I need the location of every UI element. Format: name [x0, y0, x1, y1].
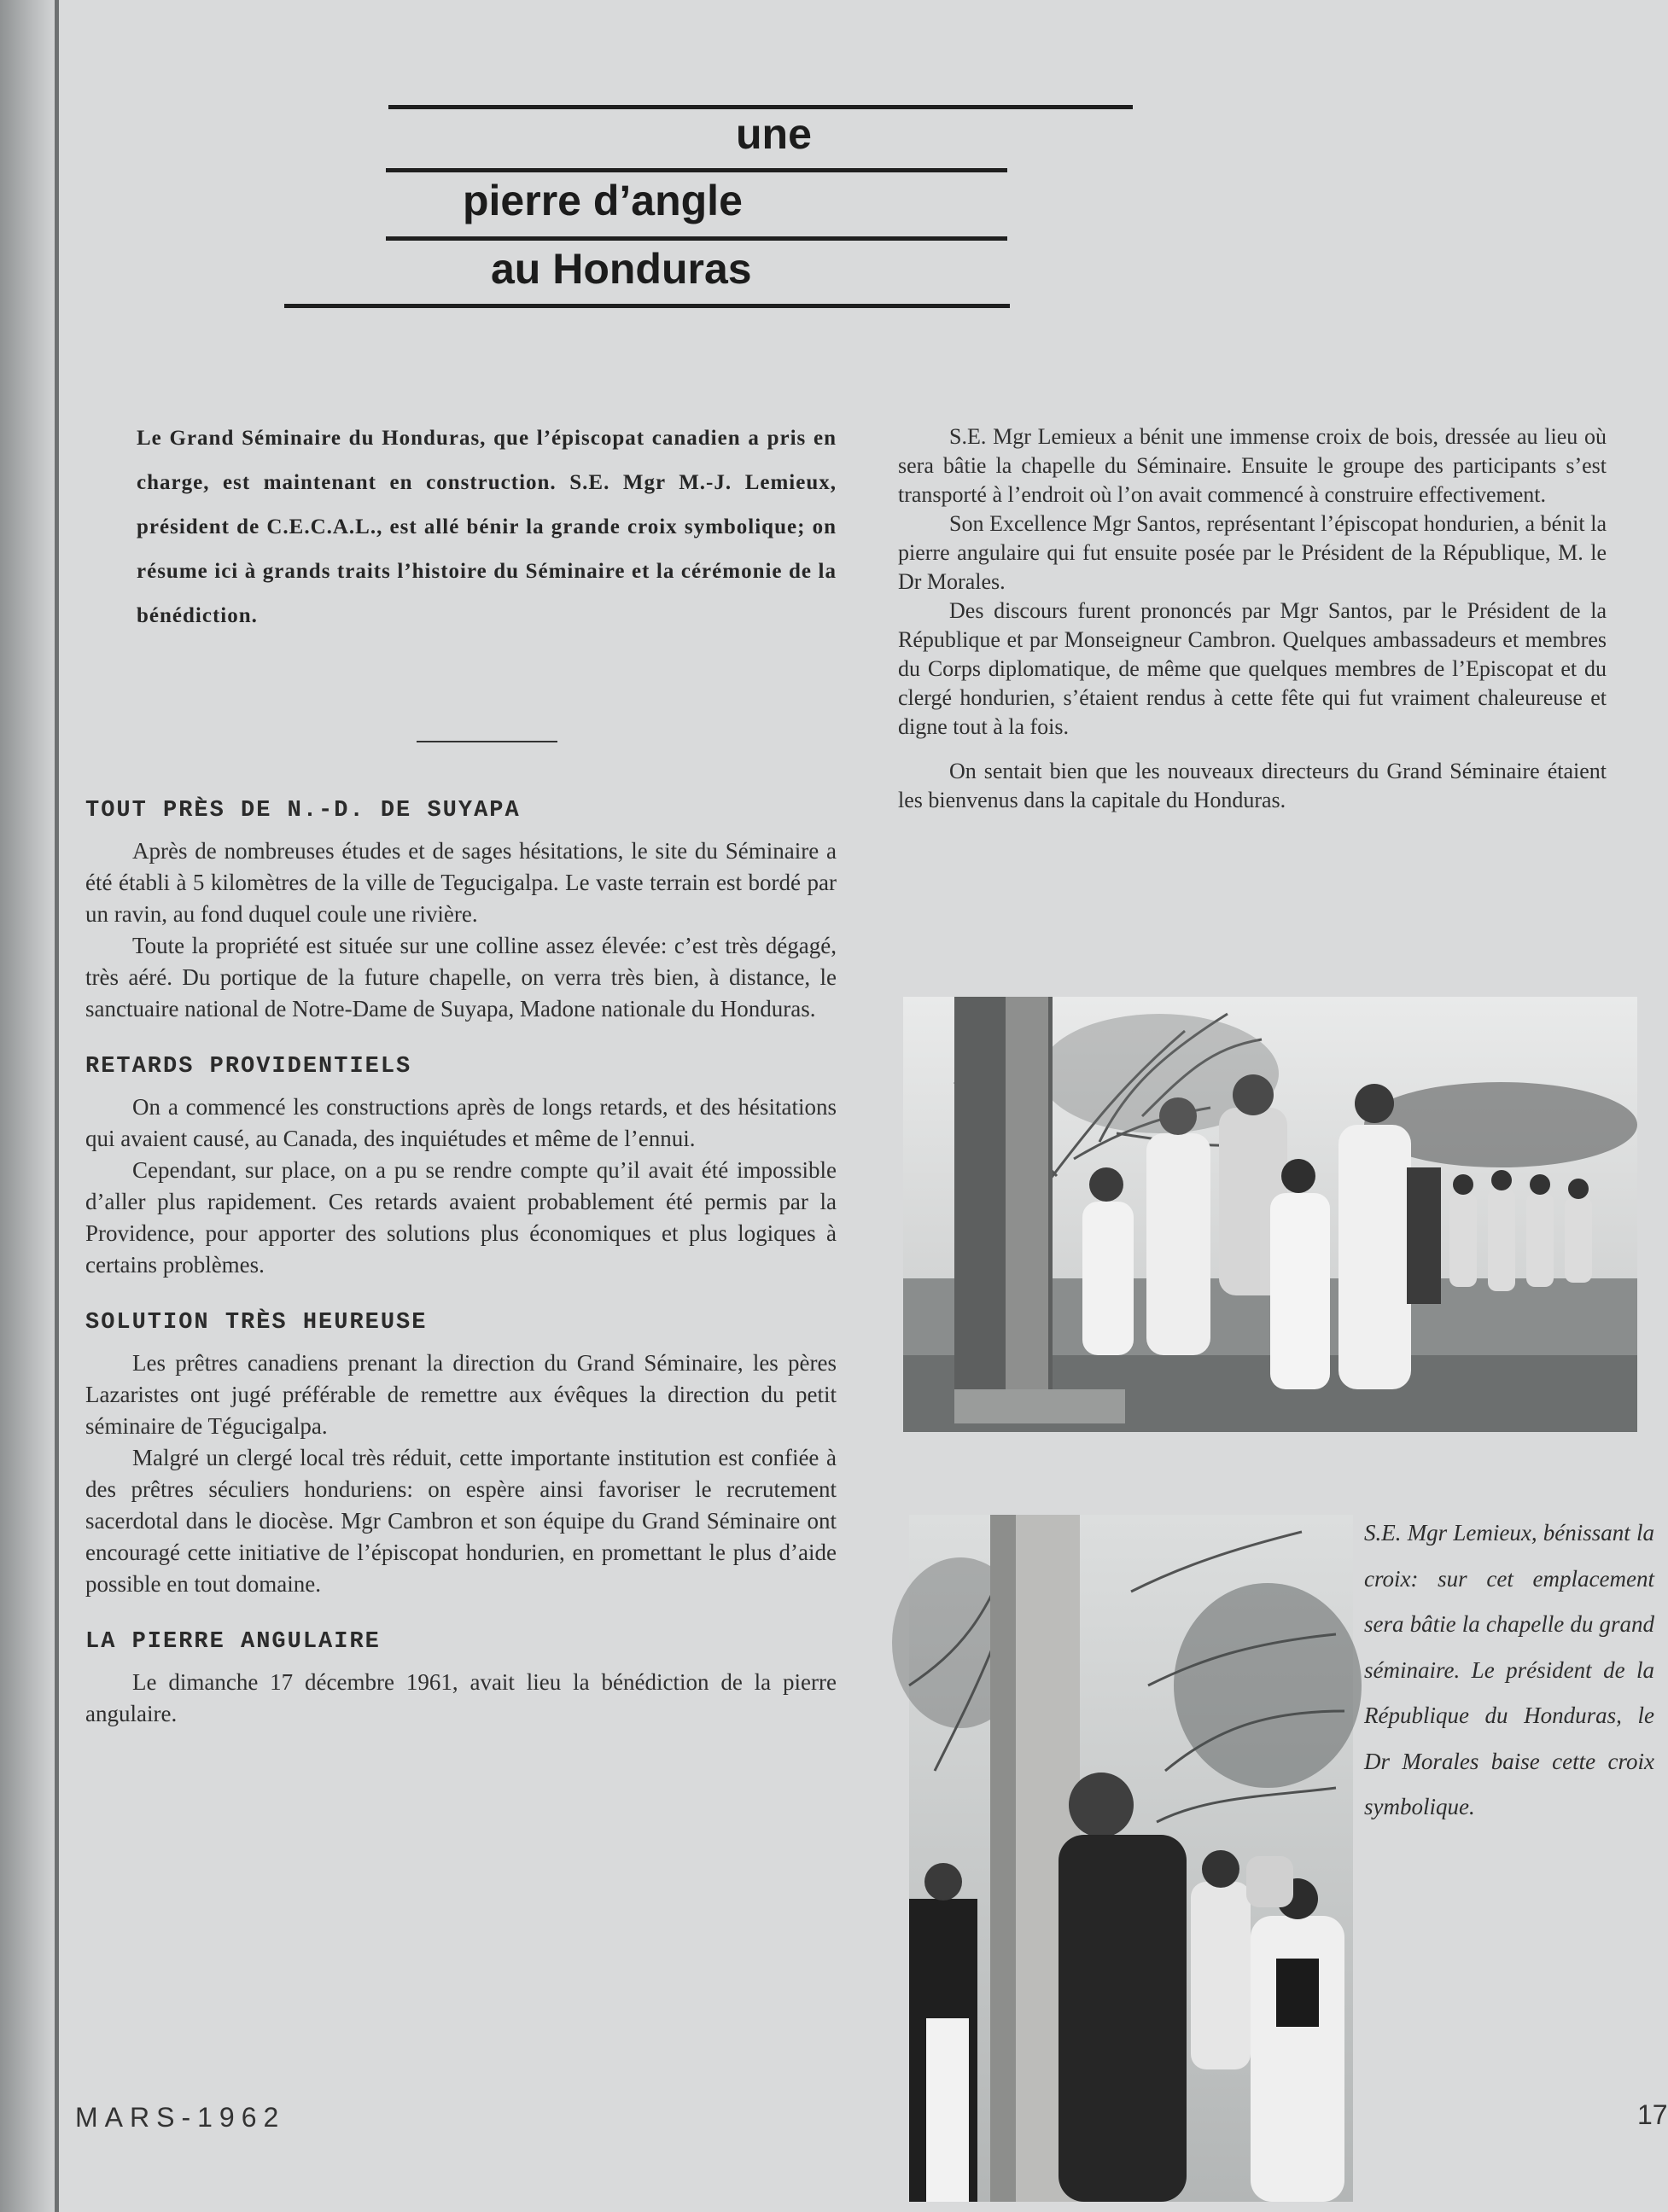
section-heading: LA PIERRE ANGULAIRE	[85, 1629, 381, 1655]
intro-separator	[417, 741, 557, 742]
right-column	[898, 422, 1607, 815]
section-solution	[85, 1310, 837, 1600]
section-paragraph: Toute la propriété est située sur une colline assez élevée: c’est très dégagé, très aéré. Du portique de la future chapelle, on verra très bien, à distance, le sanctuaire national de Notre-Dame de Suyapa, Madone nationale du Honduras.	[85, 933, 837, 1022]
section-paragraph: Le dimanche 17 décembre 1961, avait lieu la bénédiction de la pierre angulaire.	[85, 1669, 837, 1726]
section-paragraph: Malgré un clergé local très réduit, cette importante institution est confiée à des prêtres séculiers honduriens: on espère ainsi favoriser le recrutement sacerdotal dans le diocèse. Mgr Cambron et son équipe du Grand Séminaire ont encouragé cette initiative de l’épiscopat hondurien, en promettant le plus d’aide possible en tout domaine.	[85, 1445, 837, 1597]
section-paragraph: Les prêtres canadiens prenant la direction du Grand Séminaire, les pères Lazaristes ont jugé préférable de remettre aux évêques la direction du petit séminaire de Tégucigalpa.	[85, 1350, 837, 1439]
issue-date: MARS-1962	[75, 2102, 286, 2133]
photo-caption: S.E. Mgr Lemieux, bénissant la croix: sur cet emplacement sera bâtie la chapelle du grand séminaire. Le président de la République du Honduras, le Dr Morales baise cette croix symbolique.	[1364, 1520, 1654, 1819]
binding-shadow	[0, 0, 60, 2212]
section-paragraph: Après de nombreuses études et de sages hésitations, le site du Séminaire a été établi à 5 kilomètres de la ville de Tegucigalpa. Le vaste terrain est bordé par un ravin, au fond duquel coule une rivière.	[85, 838, 837, 927]
cross-photo	[909, 1515, 1353, 2202]
right-paragraph: Son Excellence Mgr Santos, représentant l’épiscopat hondurien, a bénit la pierre angulaire qui fut ensuite posée par le Président de la République, M. le Dr Morales.	[898, 511, 1607, 594]
title-line-2: pierre d’angle	[463, 177, 743, 224]
section-pierre	[85, 1629, 837, 1730]
section-retards	[85, 1054, 837, 1281]
ceremony-photo	[903, 997, 1637, 1432]
right-paragraph: Des discours furent prononcés par Mgr Santos, par le Président de la République et par Monseigneur Cambron. Quelques ambassadeurs et membres du Corps diplomatique, de même que quelques membres de l’Episcopat et du clergé hondurien, s’étaient rendus à cette fête qui fut vraiment chaleureuse et digne tout à la fois.	[898, 598, 1607, 739]
section-suyapa	[85, 798, 837, 1025]
section-heading: TOUT PRÈS DE N.-D. DE SUYAPA	[85, 798, 521, 824]
right-paragraph: S.E. Mgr Lemieux a bénit une immense croix de bois, dressée au lieu où sera bâtie la chapelle du Séminaire. Ensuite le groupe des participants s’est transporté à l’endroit où l’on avait commencé à construire effectivement.	[898, 424, 1607, 507]
title-line-1: une	[736, 110, 812, 158]
section-paragraph: Cependant, sur place, on a pu se rendre compte qu’il avait été impossible d’aller plus rapidement. Ces retards avaient probablement été permis par la Providence, pour apporter des solutions plus économiques et plus logiques à certains problèmes.	[85, 1157, 837, 1278]
right-paragraph: On sentait bien que les nouveaux directeurs du Grand Séminaire étaient les bienvenus dans la capitale du Honduras.	[898, 759, 1607, 812]
section-heading: SOLUTION TRÈS HEUREUSE	[85, 1310, 428, 1336]
page-edge	[55, 0, 59, 2212]
title-rule-4	[284, 304, 1010, 308]
title-line-3: au Honduras	[491, 245, 752, 293]
intro-paragraph: Le Grand Séminaire du Honduras, que l’épiscopat canadien a pris en charge, est maintenant en construction. S.E. Mgr M.-J. Lemieux, président de C.E.C.A.L., est allé bénir la grande croix symbolique; on résume ici à grands traits l’histoire du Séminaire et la cérémonie de la bénédiction.	[137, 427, 837, 627]
ceremony-photo-image	[903, 997, 1637, 1432]
title-rule-3	[386, 236, 1007, 241]
title-rule-2	[386, 168, 1007, 172]
section-heading: RETARDS PROVIDENTIELS	[85, 1054, 412, 1080]
cross-photo-image	[909, 1515, 1353, 2202]
page-number: 17	[1637, 2099, 1668, 2130]
section-paragraph: On a commencé les constructions après de longs retards, et des hésitations qui avaient causé, au Canada, des inquiétudes et même de l’ennui.	[85, 1094, 837, 1151]
left-column	[85, 798, 837, 1759]
